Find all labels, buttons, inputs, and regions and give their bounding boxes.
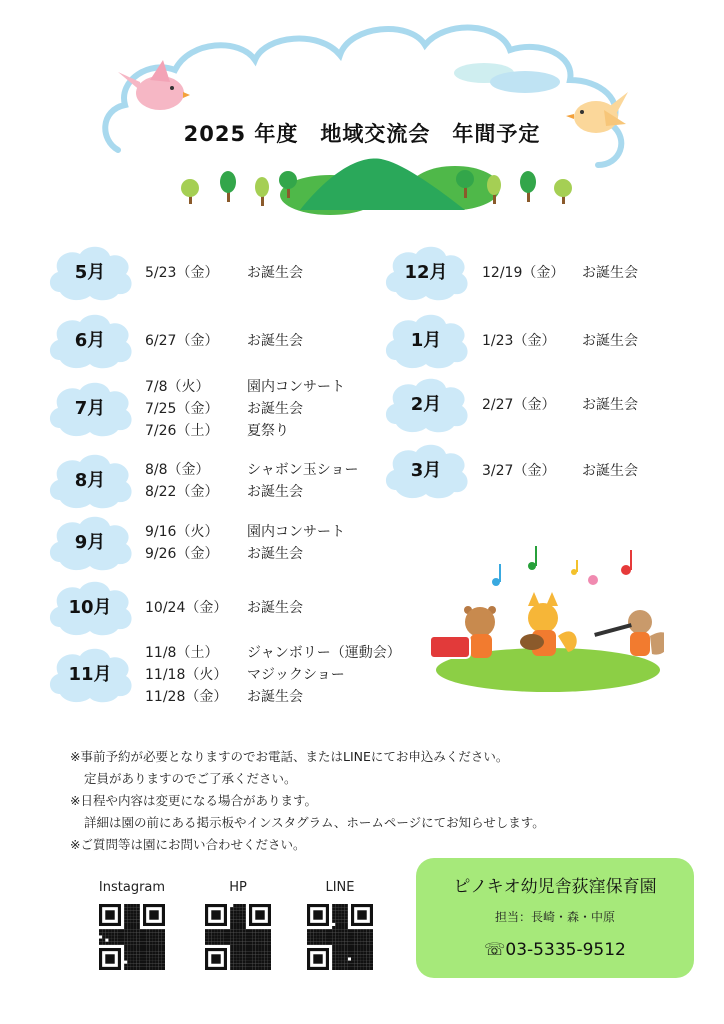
month-events	[482, 330, 638, 352]
event-name: 園内コンサート	[247, 524, 345, 540]
month-events	[145, 642, 401, 708]
event-row	[145, 262, 303, 284]
event-name: マジックショー	[247, 667, 345, 683]
event-name: お誕生会	[582, 333, 638, 349]
event-name: お誕生会	[247, 546, 303, 562]
instagram-qr-code-icon[interactable]	[99, 904, 165, 970]
month-label: 7月	[74, 398, 106, 419]
event-name: お誕生会	[247, 484, 303, 500]
fox-icon	[520, 592, 577, 656]
month-cloud-badge	[382, 374, 470, 436]
note-line: ※ご質問等は園にお問い合わせください。	[70, 837, 306, 852]
month-cloud-badge	[46, 242, 134, 304]
month-events	[145, 330, 303, 352]
month-events	[145, 459, 358, 503]
event-name: お誕生会	[582, 265, 638, 281]
header-illustration	[0, 0, 724, 220]
page-title: 2025 年度 地域交流会 年間予定	[183, 122, 541, 146]
event-row	[145, 459, 358, 481]
month-cloud-badge	[382, 310, 470, 372]
month-cloud-badge	[382, 440, 470, 502]
event-date: 12/19（金）	[482, 265, 565, 281]
month-events	[482, 394, 638, 416]
music-note-icons	[492, 546, 632, 586]
hp-qr-block[interactable]	[198, 880, 278, 974]
event-name: お誕生会	[582, 463, 638, 479]
hp-qr-code-icon[interactable]	[205, 904, 271, 970]
month-events	[145, 262, 303, 284]
staff-names: 担当：長崎・森・中原	[494, 910, 615, 924]
month-cloud-badge	[46, 512, 134, 574]
event-row	[482, 262, 638, 284]
month-label: 9月	[74, 532, 106, 553]
squirrel-icon	[594, 610, 664, 656]
month-label: 6月	[74, 330, 106, 351]
month-label: 8月	[74, 470, 106, 491]
event-date: 2/27（金）	[482, 397, 556, 413]
event-name: お誕生会	[247, 333, 303, 349]
line-qr-code-icon[interactable]	[307, 904, 373, 970]
instagram-label: Instagram	[98, 880, 166, 895]
line-label: LINE	[325, 880, 355, 895]
event-row	[145, 664, 401, 686]
month-cloud-badge	[46, 378, 134, 440]
month-label: 1月	[410, 330, 442, 351]
event-date: 9/16（火）	[145, 524, 219, 540]
event-row	[145, 398, 345, 420]
month-cloud-badge	[46, 310, 134, 372]
event-name: ジャンボリー（運動会）	[247, 645, 401, 661]
note-line: ※事前予約が必要となりますのでお電話、またはLINEにてお申込みください。	[70, 749, 509, 764]
month-events	[145, 597, 303, 619]
event-date: 7/8（火）	[145, 379, 210, 395]
hp-label: HP	[229, 880, 247, 895]
month-label: 12月	[404, 262, 448, 283]
school-name: ピノキオ幼児舎荻窪保育園	[453, 877, 657, 897]
event-row	[145, 521, 345, 543]
bear-icon	[430, 606, 496, 658]
event-name: お誕生会	[247, 600, 303, 616]
event-row	[145, 597, 303, 619]
month-label: 2月	[410, 394, 442, 415]
musical-animals-illustration	[428, 540, 664, 700]
event-date: 1/23（金）	[482, 333, 556, 349]
instagram-qr-block[interactable]	[92, 880, 172, 974]
event-date: 8/22（金）	[145, 484, 219, 500]
event-date: 10/24（金）	[145, 600, 228, 616]
month-cloud-badge	[46, 644, 134, 706]
month-label: 10月	[68, 597, 112, 618]
phone-number[interactable]: ☏03-5335-9512	[484, 940, 626, 960]
month-events	[482, 460, 638, 482]
note-line: 定員がありますのでご了承ください。	[84, 771, 297, 786]
month-label: 3月	[410, 460, 442, 481]
note-line: 詳細は園の前にある掲示板やインスタグラム、ホームページにてお知らせします。	[84, 815, 545, 830]
month-cloud-badge	[382, 242, 470, 304]
event-name: お誕生会	[247, 401, 303, 417]
event-row	[482, 460, 638, 482]
month-label: 11月	[68, 664, 112, 685]
event-row	[145, 686, 401, 708]
month-events	[145, 376, 345, 442]
month-cloud-badge	[46, 450, 134, 512]
event-date: 8/8（金）	[145, 462, 210, 478]
event-row	[145, 642, 401, 664]
event-date: 5/23（金）	[145, 265, 219, 281]
event-row	[145, 543, 345, 565]
event-name: 夏祭り	[247, 423, 289, 439]
event-row	[145, 376, 345, 398]
event-row	[482, 330, 638, 352]
event-date: 7/25（金）	[145, 401, 219, 417]
notes-section	[70, 746, 545, 856]
event-date: 9/26（金）	[145, 546, 219, 562]
contact-box	[416, 858, 694, 978]
month-events	[145, 521, 345, 565]
event-date: 11/8（土）	[145, 645, 219, 661]
event-row	[145, 481, 358, 503]
event-date: 6/27（金）	[145, 333, 219, 349]
event-name: お誕生会	[247, 265, 303, 281]
month-cloud-badge	[46, 577, 134, 639]
event-date: 11/28（金）	[145, 689, 228, 705]
event-name: お誕生会	[582, 397, 638, 413]
note-line: ※日程や内容は変更になる場合があります。	[70, 793, 317, 808]
month-label: 5月	[74, 262, 106, 283]
event-name: シャボン玉ショー	[247, 462, 359, 478]
event-row	[482, 394, 638, 416]
event-row	[145, 420, 345, 442]
event-name: 園内コンサート	[247, 379, 345, 395]
event-date: 3/27（金）	[482, 463, 556, 479]
line-qr-block[interactable]	[300, 880, 380, 974]
event-name: お誕生会	[247, 689, 303, 705]
event-date: 7/26（土）	[145, 423, 219, 439]
month-events	[482, 262, 638, 284]
event-row	[145, 330, 303, 352]
event-date: 11/18（火）	[145, 667, 228, 683]
